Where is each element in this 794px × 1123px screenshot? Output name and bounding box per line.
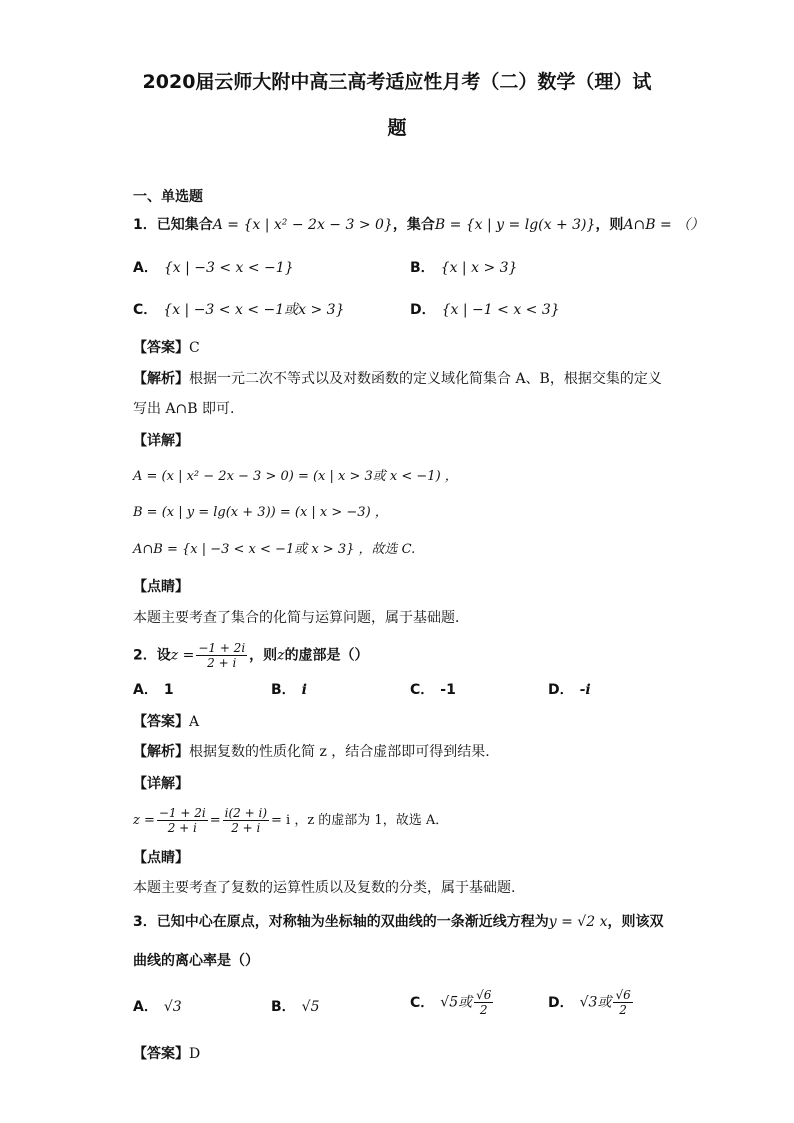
q1-detail-2: B = (x | y = lg(x + 3)) = (x | x > −3) ， xyxy=(133,505,388,520)
doc-title-line2: 题 xyxy=(387,117,407,139)
q1-setA: A = {x | x² − 2x − 3 > 0} xyxy=(212,217,393,233)
q3-option-c: C． √5或 $\frac{√6}{2}$ xyxy=(410,988,492,1017)
q1-detail-1: A = (x | x² − 2x − 3 > 0) = (x | x > 3或 x < −1) ， xyxy=(133,469,458,484)
q1-option-b: B． {x | x > 3} xyxy=(410,260,518,276)
q3-option-d-frac: $\frac{√6}{2}$ xyxy=(615,988,631,1017)
q2-detail-frac2: $\frac{i(2 + i)}{2 + i}$ xyxy=(224,806,267,835)
q1-option-d: D． {x | −1 < x < 3} xyxy=(410,302,560,318)
q3-option-b: B． √5 xyxy=(271,999,320,1015)
q1-comment-tag: 【点睛】 xyxy=(133,579,189,595)
q2-option-d: D． -i xyxy=(548,682,591,698)
q2-comment-tag: 【点睛】 xyxy=(133,850,189,866)
q2-detail-tag: 【详解】 xyxy=(133,776,189,792)
q1-analysis-1: 【解析】根据一元二次不等式以及对数函数的定义域化简集合 A、B，根据交集的定义 xyxy=(133,371,662,387)
q1-detail-3: A∩B = {x | −3 < x < −1或 x > 3} ，故选 C. xyxy=(133,542,416,557)
q3-answer: 【答案】D xyxy=(133,1046,201,1062)
q2-detail: z = $\frac{-1 + 2i}{2 + i}$ = $\frac{i(2 + i)}{2 + i}$ = i ，z 的虚部为 1，故选 A． xyxy=(133,806,449,835)
q1-stem-a: 1．已知集合 xyxy=(133,217,213,233)
q2-option-a: A． 1 xyxy=(133,682,174,698)
q2-fraction: $\frac{-1 + 2i}{2 + i}$ xyxy=(198,641,246,670)
q1-ask: A∩B = （） xyxy=(623,217,705,233)
q2-comment: 本题主要考查了复数的运算性质以及复数的分类，属于基础题. xyxy=(133,880,516,896)
q1-answer: 【答案】C xyxy=(133,340,200,356)
q1-stem-b: ，集合 xyxy=(392,217,435,233)
q1-option-c: C． {x | −3 < x < −1或x > 3} xyxy=(133,302,345,318)
q1-analysis-2: 写出 A∩B 即可. xyxy=(133,401,235,417)
q1-stem xyxy=(133,214,704,236)
q3-stem-2: 曲线的离心率是（） xyxy=(133,953,259,969)
q3-option-a: A． √3 xyxy=(133,999,182,1015)
q2-option-b: B． i xyxy=(271,682,307,698)
q3-option-d: D． √3或 $\frac{√6}{2}$ xyxy=(548,988,631,1017)
q2-analysis: 【解析】根据复数的性质化简 z ，结合虚部即可得到结果. xyxy=(133,744,490,760)
q2-stem: 2．设z = $\frac{-1 + 2i}{2 + i}$ ，则z的虚部是（） xyxy=(133,641,369,670)
q1-option-a: A． {x | −3 < x < −1} xyxy=(133,260,294,276)
q3-stem-1: 3．已知中心在原点，对称轴为坐标轴的双曲线的一条渐近线方程为y = √2 x，则该双 xyxy=(133,914,664,930)
q2-detail-frac1: $\frac{-1 + 2i}{2 + i}$ xyxy=(158,806,206,835)
q1-stem-c: ，则 xyxy=(595,217,624,233)
q1-detail-tag: 【详解】 xyxy=(133,433,189,449)
doc-title-line1: 2020届云师大附中高三高考适应性月考（二）数学（理）试 xyxy=(142,71,652,93)
q1-comment: 本题主要考查了集合的化简与运算问题，属于基础题． xyxy=(133,610,469,626)
section-heading: 一、单选题 xyxy=(133,189,203,205)
q2-option-c: C． -1 xyxy=(410,682,456,698)
q2-answer: 【答案】A xyxy=(133,714,200,730)
q1-setB: B = {x | y = lg(x + 3)} xyxy=(434,217,596,233)
q3-option-c-frac: $\frac{√6}{2}$ xyxy=(476,988,492,1017)
